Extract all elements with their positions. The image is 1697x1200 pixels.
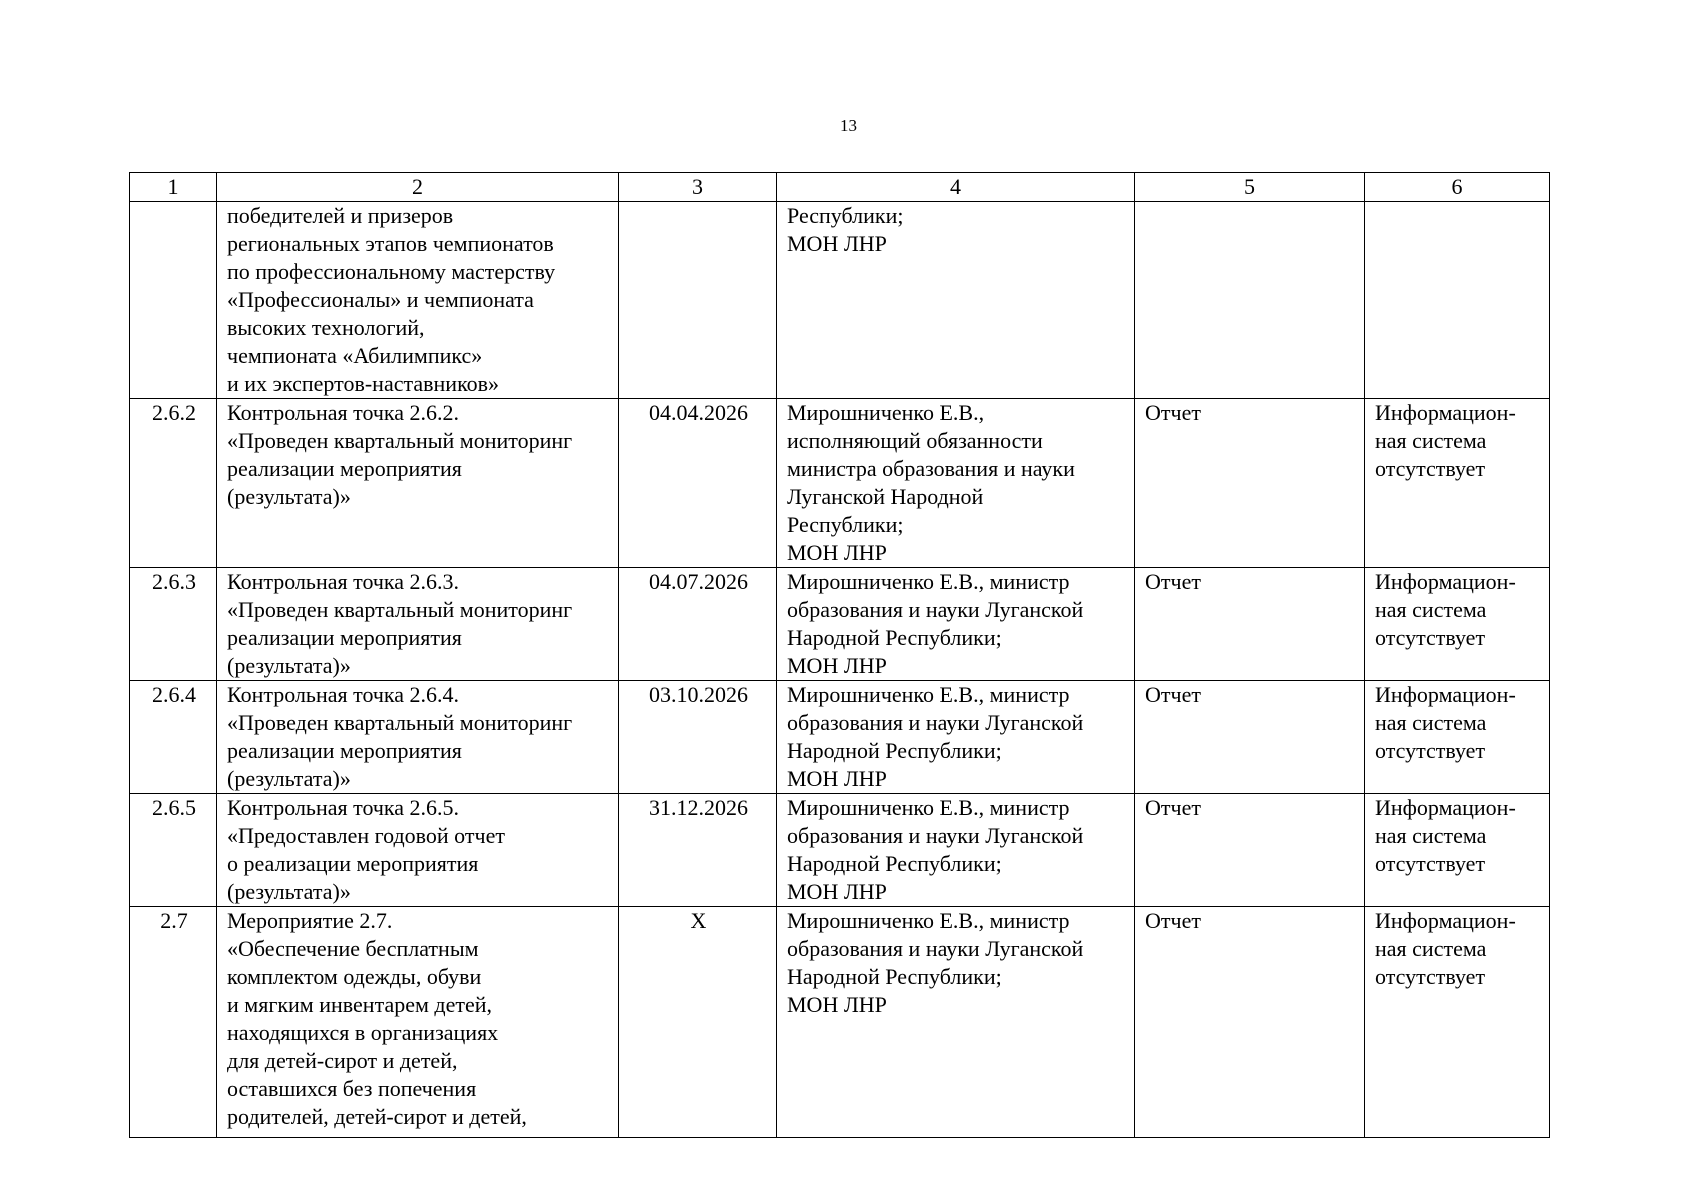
row-number: 2.6.2 [130, 399, 217, 568]
row-number: 2.6.5 [130, 794, 217, 907]
row-system: Информацион- ная система отсутствует [1365, 399, 1550, 568]
row-system [1365, 202, 1550, 399]
row-responsible: Мирошниченко Е.В., министр образования и науки Луганской Народной Республики; МОН ЛНР [777, 568, 1135, 681]
row-name: победителей и призеров региональных этапов чемпионатов по профессиональному мастерству «Профессионалы» и чемпионата высоких технологий, чемпионата «Абилимпикс» и их экспертов-наставников» [217, 202, 619, 399]
col-header-3: 3 [619, 173, 777, 202]
row-responsible: Мирошниченко Е.В., исполняющий обязанности министра образования и науки Луганской Народной Республики; МОН ЛНР [777, 399, 1135, 568]
table-row [130, 681, 1550, 794]
row-result: Отчет [1135, 681, 1365, 794]
row-responsible: Мирошниченко Е.В., министр образования и науки Луганской Народной Республики; МОН ЛНР [777, 681, 1135, 794]
row-name: Контрольная точка 2.6.3. «Проведен квартальный мониторинг реализации мероприятия (результата)» [217, 568, 619, 681]
row-result: Отчет [1135, 907, 1365, 1138]
table-row [130, 202, 1550, 399]
col-header-1: 1 [130, 173, 217, 202]
row-name: Контрольная точка 2.6.2. «Проведен квартальный мониторинг реализации мероприятия (результата)» [217, 399, 619, 568]
row-system: Информацион- ная система отсутствует [1365, 681, 1550, 794]
table-row [130, 399, 1550, 568]
table-row [130, 568, 1550, 681]
row-name: Мероприятие 2.7. «Обеспечение бесплатным комплектом одежды, обуви и мягким инвентарем детей, находящихся в организациях для детей-сирот и детей, оставшихся без попечения родителей, детей-сирот и детей, [217, 907, 619, 1138]
row-name: Контрольная точка 2.6.5. «Предоставлен годовой отчет о реализации мероприятия (результата)» [217, 794, 619, 907]
row-system: Информацион- ная система отсутствует [1365, 794, 1550, 907]
header-row [130, 173, 1550, 202]
row-result: Отчет [1135, 399, 1365, 568]
row-result: Отчет [1135, 794, 1365, 907]
row-date: 04.07.2026 [619, 568, 777, 681]
row-system: Информацион- ная система отсутствует [1365, 568, 1550, 681]
plan-table [129, 172, 1550, 1138]
row-number [130, 202, 217, 399]
row-responsible: Мирошниченко Е.В., министр образования и науки Луганской Народной Республики; МОН ЛНР [777, 907, 1135, 1138]
row-name: Контрольная точка 2.6.4. «Проведен квартальный мониторинг реализации мероприятия (результата)» [217, 681, 619, 794]
page-number: 13 [840, 116, 857, 135]
row-number: 2.7 [130, 907, 217, 1138]
col-header-2: 2 [217, 173, 619, 202]
row-responsible: Мирошниченко Е.В., министр образования и науки Луганской Народной Республики; МОН ЛНР [777, 794, 1135, 907]
row-date [619, 202, 777, 399]
row-number: 2.6.4 [130, 681, 217, 794]
col-header-6: 6 [1365, 173, 1550, 202]
row-result: Отчет [1135, 568, 1365, 681]
table-row [130, 794, 1550, 907]
row-number: 2.6.3 [130, 568, 217, 681]
table-row [130, 907, 1550, 1138]
row-date: Х [619, 907, 777, 1138]
row-date: 03.10.2026 [619, 681, 777, 794]
row-responsible: Республики; МОН ЛНР [777, 202, 1135, 399]
row-date: 04.04.2026 [619, 399, 777, 568]
row-result [1135, 202, 1365, 399]
row-date: 31.12.2026 [619, 794, 777, 907]
col-header-4: 4 [777, 173, 1135, 202]
row-system: Информацион- ная система отсутствует [1365, 907, 1550, 1138]
col-header-5: 5 [1135, 173, 1365, 202]
